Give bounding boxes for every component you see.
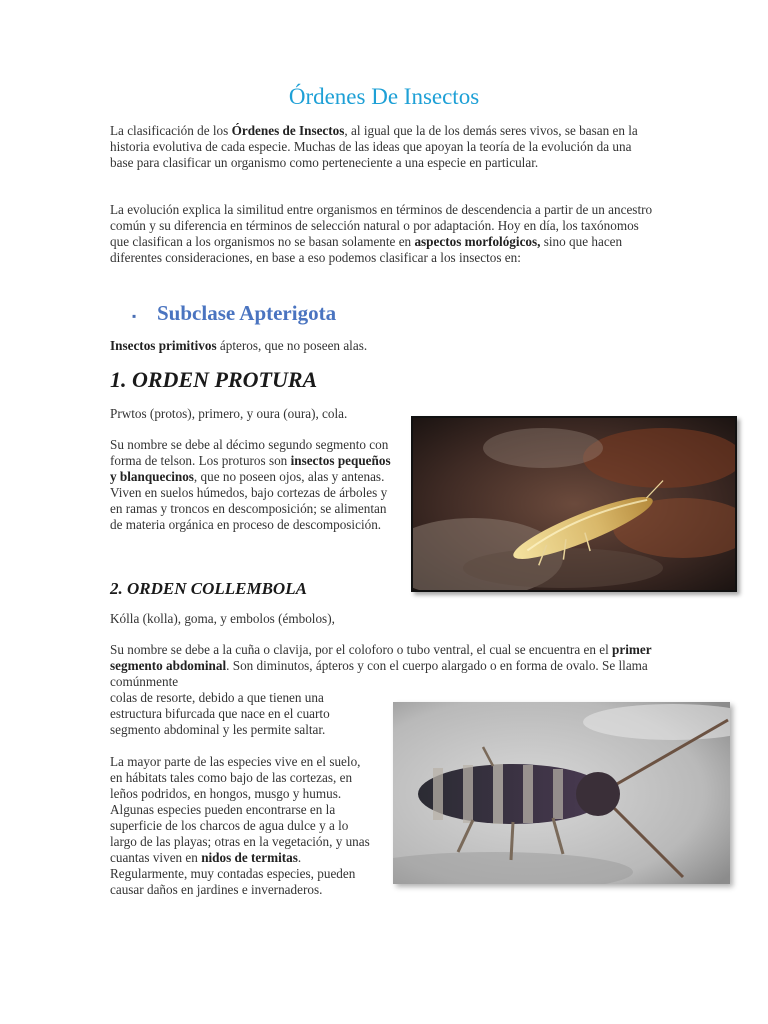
order1-etymology: Prwtos (protos), primero, y oura (oura), cola. xyxy=(110,406,348,421)
order2-paragraph-2 xyxy=(110,754,372,898)
bold-term: Insectos primitivos xyxy=(110,338,217,353)
page-title: Órdenes De Insectos xyxy=(288,84,480,109)
order1-paragraph xyxy=(110,437,395,533)
bold-term: nidos de termitas xyxy=(201,850,298,865)
text-run: La evolución explica la similitud entre organismos en términos de descendencia a partir de un ancestro común y su diferencia en términos de selección natural o por adaptación. Hoy en día, los taxónomos que clasifican a los organismos no se basan solamente en xyxy=(110,202,653,249)
bold-term: Órdenes de Insectos xyxy=(231,123,345,138)
order2-paragraph-1-top xyxy=(110,642,658,690)
intro-paragraph-2 xyxy=(110,202,658,266)
order2-heading: 2. ORDEN COLLEMBOLA xyxy=(110,579,307,598)
text-run: La mayor parte de las especies vive en el suelo, en hábitats tales como bajo de las cortezas, en leños podridos, en hongos, musgo y humus. Algunas especies pueden encontrarse en la superficie de los charcos de agua dulce y a lo largo de las playas; otras en la vegetación, y unas cuantas viven en xyxy=(110,754,370,865)
intro-paragraph-1 xyxy=(110,123,650,171)
protura-insect-image xyxy=(413,418,735,590)
text-run: , que no poseen ojos, alas y antenas. Viven en suelos húmedos, bajo cortezas de árboles y en ramas y troncos en descomposición; se alimentan de materia orgánica en proceso de descomposición. xyxy=(110,469,388,532)
bold-term: primer segmento abdominal xyxy=(110,642,652,673)
text-run: sino que hacen diferentes consideraciones, en base a eso podemos clasificar a los insectos en: xyxy=(110,234,623,265)
text-run: . Regularmente, muy contadas especies, pueden causar daños en jardines e invernaderos. xyxy=(110,850,356,897)
text-run: , al igual que la de los demás seres vivos, se basan en la historia evolutiva de cada especie. Muchas de las ideas que apoyan la teoría de la evolución da una base para clasificar un organismo como perteneciente a una especie en particular. xyxy=(110,123,638,170)
text-run: Su nombre se debe al décimo segundo segmento con forma de telson. Los proturos son xyxy=(110,437,389,468)
protura-photo xyxy=(411,416,737,592)
order2-etymology: Kólla (kolla), goma, y embolos (émbolos), xyxy=(110,611,335,626)
subclass-description xyxy=(110,338,650,354)
text-run: . Son diminutos, ápteros y con el cuerpo alargado o en forma de ovalo. Se llama comúnmente xyxy=(110,658,648,689)
text-run: Su nombre se debe a la cuña o clavija, por el coloforo o tubo ventral, el cual se encuentra en el xyxy=(110,642,613,657)
bold-term: aspectos morfológicos, xyxy=(414,234,541,249)
subclass-heading: Subclase Apterigota xyxy=(157,301,337,325)
order2-paragraph-1-wrap: colas de resorte, debido a que tienen una estructura bifurcada que nace en el cuarto segmento abdominal y les permite saltar. xyxy=(110,690,330,737)
bullet-icon: ▪ xyxy=(132,309,137,323)
text-run: La clasificación de los xyxy=(110,123,232,138)
collembola-photo xyxy=(393,702,730,884)
text-run: ápteros, que no poseen alas. xyxy=(216,338,368,353)
bold-term: insectos pequeños y blanquecinos xyxy=(110,453,391,484)
collembola-insect-image xyxy=(393,702,730,884)
order1-heading: 1. ORDEN PROTURA xyxy=(110,367,318,392)
